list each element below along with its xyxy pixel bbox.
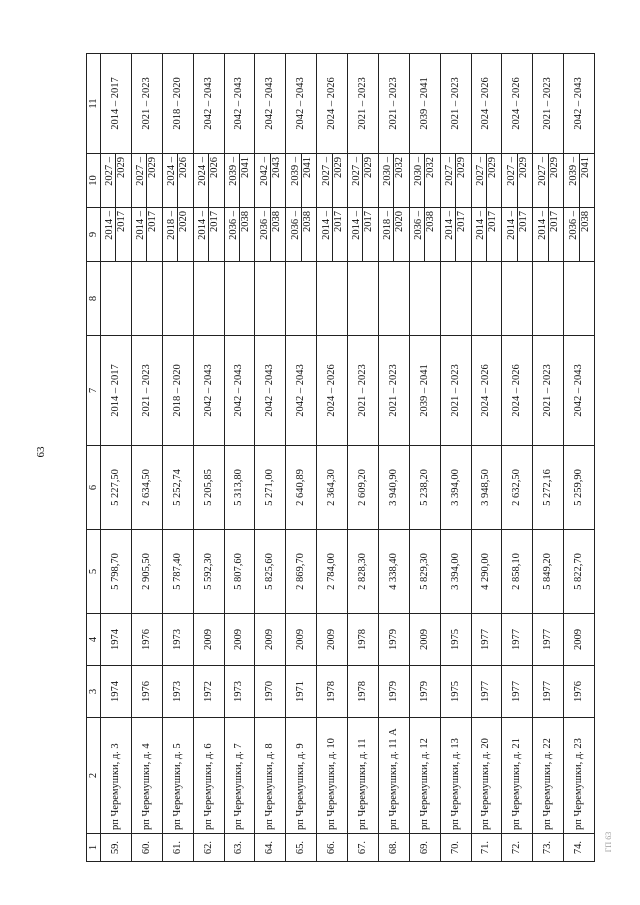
period-range-cell	[348, 154, 379, 208]
table-row	[502, 54, 533, 862]
planned-period-cell: 2021 – 2023	[348, 54, 379, 154]
planned-period-cell: 2021 – 2023	[440, 54, 471, 154]
range-line: 2024 –	[197, 157, 209, 186]
row-number-cell: 62.	[193, 834, 224, 862]
row-number-cell: 72.	[502, 834, 533, 862]
address-cell: рп Черемушки, д. 4	[131, 718, 162, 834]
planned-period-cell: 2021 – 2023	[131, 54, 162, 154]
living-area-cell: 5 259,90	[564, 446, 595, 530]
address-cell: рп Черемушки, д. 11	[348, 718, 379, 834]
planned-period-cell: 2014 – 2017	[101, 54, 132, 154]
planned-period-cell: 2042 – 2043	[286, 54, 317, 154]
planned-period-cell: 2018 – 2020	[162, 54, 193, 154]
build-year-cell: 1973	[224, 666, 255, 718]
period-cell: 2021 – 2023	[348, 336, 379, 446]
range-line: 2014 –	[320, 211, 332, 240]
period-range-cell	[224, 208, 255, 262]
column-header: 1	[87, 834, 101, 862]
living-area-cell: 3 948,50	[471, 446, 502, 530]
range-line: 2029	[362, 154, 374, 207]
overhaul-year-cell: 1977	[533, 614, 564, 666]
total-area-cell: 2 784,00	[317, 530, 348, 614]
planned-period-cell: 2042 – 2043	[193, 54, 224, 154]
period-range-cell	[440, 208, 471, 262]
planned-period-cell: 2042 – 2043	[255, 54, 286, 154]
period-range-cell	[440, 154, 471, 208]
address-cell: рп Черемушки, д. 9	[286, 718, 317, 834]
range-line: 2039 –	[567, 157, 579, 186]
table-row	[193, 54, 224, 862]
range-line: 2014 –	[197, 211, 209, 240]
period-range-cell	[162, 154, 193, 208]
period-range-cell	[286, 154, 317, 208]
column-number-row	[87, 54, 101, 862]
living-area-cell: 5 205,85	[193, 446, 224, 530]
address-cell: рп Черемушки, д. 6	[193, 718, 224, 834]
table-row	[440, 54, 471, 862]
range-line: 2027 –	[104, 157, 116, 186]
address-cell: рп Черемушки, д. 23	[564, 718, 595, 834]
build-year-cell: 1976	[564, 666, 595, 718]
range-line: 2027 –	[474, 157, 486, 186]
build-year-cell: 1979	[409, 666, 440, 718]
build-year-cell: 1971	[286, 666, 317, 718]
range-line: 2032	[393, 154, 405, 207]
planned-period-cell: 2024 – 2026	[471, 54, 502, 154]
period-cell: 2024 – 2026	[502, 336, 533, 446]
address-cell: рп Черемушки, д. 20	[471, 718, 502, 834]
living-area-cell: 2 640,89	[286, 446, 317, 530]
range-line: 2043	[270, 154, 282, 207]
period-range-cell	[193, 208, 224, 262]
range-line: 2017	[486, 208, 498, 261]
total-area-cell: 2 905,50	[131, 530, 162, 614]
period-range-cell	[162, 208, 193, 262]
range-line: 2027 –	[444, 157, 456, 186]
overhaul-year-cell: 2009	[564, 614, 595, 666]
range-line: 2038	[270, 208, 282, 261]
empty-cell	[502, 262, 533, 336]
total-area-cell: 5 822,70	[564, 530, 595, 614]
period-cell: 2042 – 2043	[193, 336, 224, 446]
overhaul-year-cell: 2009	[286, 614, 317, 666]
period-range-cell	[131, 154, 162, 208]
range-line: 2041	[579, 154, 591, 207]
table-row	[409, 54, 440, 862]
empty-cell	[162, 262, 193, 336]
period-range-cell	[348, 208, 379, 262]
period-cell: 2021 – 2023	[378, 336, 409, 446]
table-row	[348, 54, 379, 862]
table-row	[317, 54, 348, 862]
range-line: 2014 –	[351, 211, 363, 240]
range-line: 2027 –	[536, 157, 548, 186]
range-line: 2017	[548, 208, 560, 261]
range-line: 2029	[486, 154, 498, 207]
total-area-cell: 5 787,40	[162, 530, 193, 614]
living-area-cell: 5 313,80	[224, 446, 255, 530]
row-number-cell: 68.	[378, 834, 409, 862]
range-line: 2014 –	[104, 211, 116, 240]
period-range-cell	[317, 208, 348, 262]
planned-period-cell: 2039 – 2041	[409, 54, 440, 154]
range-line: 2029	[146, 154, 158, 207]
empty-cell	[193, 262, 224, 336]
overhaul-year-cell: 2009	[409, 614, 440, 666]
period-cell: 2021 – 2023	[440, 336, 471, 446]
rotated-table-container	[86, 54, 595, 862]
build-year-cell: 1973	[162, 666, 193, 718]
total-area-cell: 5 849,20	[533, 530, 564, 614]
empty-cell	[409, 262, 440, 336]
period-range-cell	[378, 154, 409, 208]
address-cell: рп Черемушки, д. 5	[162, 718, 193, 834]
table-row	[131, 54, 162, 862]
overhaul-year-cell: 2009	[193, 614, 224, 666]
range-line: 2014 –	[474, 211, 486, 240]
overhaul-year-cell: 1973	[162, 614, 193, 666]
table-row	[564, 54, 595, 862]
empty-cell	[101, 262, 132, 336]
range-line: 2038	[239, 208, 251, 261]
period-range-cell	[255, 208, 286, 262]
range-line: 2027 –	[351, 157, 363, 186]
period-range-cell	[533, 154, 564, 208]
planned-period-cell: 2042 – 2043	[564, 54, 595, 154]
column-header: 6	[87, 446, 101, 530]
range-line: 2029	[517, 154, 529, 207]
living-area-cell: 2 609,20	[348, 446, 379, 530]
planned-period-cell: 2021 – 2023	[533, 54, 564, 154]
build-year-cell: 1972	[193, 666, 224, 718]
range-line: 2029	[455, 154, 467, 207]
range-line: 2014 –	[135, 211, 147, 240]
period-cell: 2014 – 2017	[101, 336, 132, 446]
table-body	[101, 54, 595, 862]
range-line: 2036 –	[567, 211, 579, 240]
period-range-cell	[409, 154, 440, 208]
total-area-cell: 3 394,00	[440, 530, 471, 614]
build-year-cell: 1975	[440, 666, 471, 718]
period-range-cell	[502, 208, 533, 262]
row-number-cell: 65.	[286, 834, 317, 862]
range-line: 2036 –	[258, 211, 270, 240]
empty-cell	[131, 262, 162, 336]
row-number-cell: 71.	[471, 834, 502, 862]
range-line: 2039 –	[289, 157, 301, 186]
period-range-cell	[471, 208, 502, 262]
range-line: 2014 –	[444, 211, 456, 240]
overhaul-year-cell: 2009	[224, 614, 255, 666]
row-number-cell: 61.	[162, 834, 193, 862]
living-area-cell: 5 272,16	[533, 446, 564, 530]
row-number-cell: 59.	[101, 834, 132, 862]
period-range-cell	[255, 154, 286, 208]
range-line: 2027 –	[135, 157, 147, 186]
period-range-cell	[378, 208, 409, 262]
range-line: 2030 –	[413, 157, 425, 186]
table-row	[255, 54, 286, 862]
build-year-cell: 1977	[471, 666, 502, 718]
column-header: 7	[87, 336, 101, 446]
range-line: 2024 –	[166, 157, 178, 186]
range-line: 2027 –	[505, 157, 517, 186]
period-range-cell	[193, 154, 224, 208]
period-cell: 2021 – 2023	[533, 336, 564, 446]
range-line: 2017	[146, 208, 158, 261]
build-year-cell: 1978	[317, 666, 348, 718]
living-area-cell: 3 940,90	[378, 446, 409, 530]
range-line: 2029	[548, 154, 560, 207]
living-area-cell: 2 634,50	[131, 446, 162, 530]
range-line: 2017	[332, 208, 344, 261]
period-cell: 2042 – 2043	[564, 336, 595, 446]
build-year-cell: 1974	[101, 666, 132, 718]
period-cell: 2039 – 2041	[409, 336, 440, 446]
address-cell: рп Черемушки, д. 10	[317, 718, 348, 834]
total-area-cell: 5 829,30	[409, 530, 440, 614]
range-line: 2026	[208, 154, 220, 207]
range-line: 2041	[301, 154, 313, 207]
row-number-cell: 66.	[317, 834, 348, 862]
range-line: 2029	[332, 154, 344, 207]
total-area-cell: 5 798,70	[101, 530, 132, 614]
range-line: 2020	[393, 208, 405, 261]
column-header: 10	[87, 154, 101, 208]
planned-period-cell: 2021 – 2023	[378, 54, 409, 154]
address-cell: рп Черемушки, д. 11 А	[378, 718, 409, 834]
overhaul-year-cell: 1977	[502, 614, 533, 666]
empty-cell	[378, 262, 409, 336]
build-year-cell: 1976	[131, 666, 162, 718]
total-area-cell: 5 807,60	[224, 530, 255, 614]
period-range-cell	[224, 154, 255, 208]
total-area-cell: 4 338,40	[378, 530, 409, 614]
range-line: 2036 –	[227, 211, 239, 240]
column-header: 9	[87, 208, 101, 262]
planned-period-cell: 2042 – 2043	[224, 54, 255, 154]
range-line: 2032	[424, 154, 436, 207]
column-header: 4	[87, 614, 101, 666]
range-line: 2039 –	[227, 157, 239, 186]
row-number-cell: 63.	[224, 834, 255, 862]
row-number-cell: 69.	[409, 834, 440, 862]
address-cell: рп Черемушки, д. 7	[224, 718, 255, 834]
range-line: 2038	[579, 208, 591, 261]
period-range-cell	[564, 208, 595, 262]
build-year-cell: 1970	[255, 666, 286, 718]
range-line: 2026	[177, 154, 189, 207]
table-row	[533, 54, 564, 862]
period-range-cell	[101, 208, 132, 262]
empty-cell	[564, 262, 595, 336]
total-area-cell: 4 290,00	[471, 530, 502, 614]
range-line: 2038	[301, 208, 313, 261]
total-area-cell: 5 592,30	[193, 530, 224, 614]
planned-period-cell: 2024 – 2026	[502, 54, 533, 154]
range-line: 2041	[239, 154, 251, 207]
address-cell: рп Черемушки, д. 22	[533, 718, 564, 834]
column-header: 5	[87, 530, 101, 614]
range-line: 2027 –	[320, 157, 332, 186]
address-cell: рп Черемушки, д. 8	[255, 718, 286, 834]
period-cell: 2042 – 2043	[224, 336, 255, 446]
period-cell: 2021 – 2023	[131, 336, 162, 446]
empty-cell	[224, 262, 255, 336]
overhaul-year-cell: 2009	[255, 614, 286, 666]
table-row	[378, 54, 409, 862]
period-range-cell	[317, 154, 348, 208]
overhaul-year-cell: 1978	[348, 614, 379, 666]
living-area-cell: 2 364,30	[317, 446, 348, 530]
row-number-cell: 60.	[131, 834, 162, 862]
column-header: 2	[87, 718, 101, 834]
column-header: 3	[87, 666, 101, 718]
total-area-cell: 5 825,60	[255, 530, 286, 614]
period-range-cell	[533, 208, 564, 262]
row-number-cell: 70.	[440, 834, 471, 862]
living-area-cell: 5 227,50	[101, 446, 132, 530]
period-cell: 2024 – 2026	[471, 336, 502, 446]
total-area-cell: 2 828,30	[348, 530, 379, 614]
planned-period-cell: 2024 – 2026	[317, 54, 348, 154]
empty-cell	[286, 262, 317, 336]
range-line: 2014 –	[536, 211, 548, 240]
empty-cell	[471, 262, 502, 336]
living-area-cell: 3 394,00	[440, 446, 471, 530]
data-table	[86, 53, 595, 862]
range-line: 2036 –	[289, 211, 301, 240]
range-line: 2018 –	[382, 211, 394, 240]
empty-cell	[440, 262, 471, 336]
period-cell: 2042 – 2043	[255, 336, 286, 446]
overhaul-year-cell: 1975	[440, 614, 471, 666]
period-range-cell	[409, 208, 440, 262]
table-row	[162, 54, 193, 862]
table-row	[224, 54, 255, 862]
living-area-cell: 5 252,74	[162, 446, 193, 530]
margin-note: ГП 63	[604, 831, 613, 853]
period-cell: 2024 – 2026	[317, 336, 348, 446]
table-row	[471, 54, 502, 862]
range-line: 2036 –	[413, 211, 425, 240]
overhaul-year-cell: 1976	[131, 614, 162, 666]
period-range-cell	[131, 208, 162, 262]
address-cell: рп Черемушки, д. 12	[409, 718, 440, 834]
overhaul-year-cell: 1974	[101, 614, 132, 666]
period-cell: 2042 – 2043	[286, 336, 317, 446]
living-area-cell: 2 632,50	[502, 446, 533, 530]
period-range-cell	[471, 154, 502, 208]
range-line: 2029	[115, 154, 127, 207]
range-line: 2014 –	[505, 211, 517, 240]
range-line: 2020	[177, 208, 189, 261]
table-row	[101, 54, 132, 862]
row-number-cell: 73.	[533, 834, 564, 862]
build-year-cell: 1978	[348, 666, 379, 718]
period-range-cell	[286, 208, 317, 262]
range-line: 2018 –	[166, 211, 178, 240]
empty-cell	[317, 262, 348, 336]
range-line: 2017	[517, 208, 529, 261]
build-year-cell: 1977	[502, 666, 533, 718]
column-header: 8	[87, 262, 101, 336]
overhaul-year-cell: 1977	[471, 614, 502, 666]
empty-cell	[533, 262, 564, 336]
living-area-cell: 5 271,00	[255, 446, 286, 530]
period-range-cell	[101, 154, 132, 208]
overhaul-year-cell: 1979	[378, 614, 409, 666]
range-line: 2017	[208, 208, 220, 261]
page-number: 63	[35, 446, 47, 458]
build-year-cell: 1977	[533, 666, 564, 718]
period-range-cell	[564, 154, 595, 208]
empty-cell	[348, 262, 379, 336]
column-header: 11	[87, 54, 101, 154]
living-area-cell: 5 238,20	[409, 446, 440, 530]
address-cell: рп Черемушки, д. 3	[101, 718, 132, 834]
total-area-cell: 2 869,70	[286, 530, 317, 614]
address-cell: рп Черемушки, д. 21	[502, 718, 533, 834]
address-cell: рп Черемушки, д. 13	[440, 718, 471, 834]
range-line: 2017	[455, 208, 467, 261]
period-cell: 2018 – 2020	[162, 336, 193, 446]
range-line: 2017	[362, 208, 374, 261]
row-number-cell: 67.	[348, 834, 379, 862]
range-line: 2038	[424, 208, 436, 261]
period-range-cell	[502, 154, 533, 208]
row-number-cell: 64.	[255, 834, 286, 862]
total-area-cell: 2 858,10	[502, 530, 533, 614]
row-number-cell: 74.	[564, 834, 595, 862]
table-row	[286, 54, 317, 862]
range-line: 2017	[115, 208, 127, 261]
range-line: 2042 –	[258, 157, 270, 186]
empty-cell	[255, 262, 286, 336]
range-line: 2030 –	[382, 157, 394, 186]
build-year-cell: 1979	[378, 666, 409, 718]
overhaul-year-cell: 2009	[317, 614, 348, 666]
